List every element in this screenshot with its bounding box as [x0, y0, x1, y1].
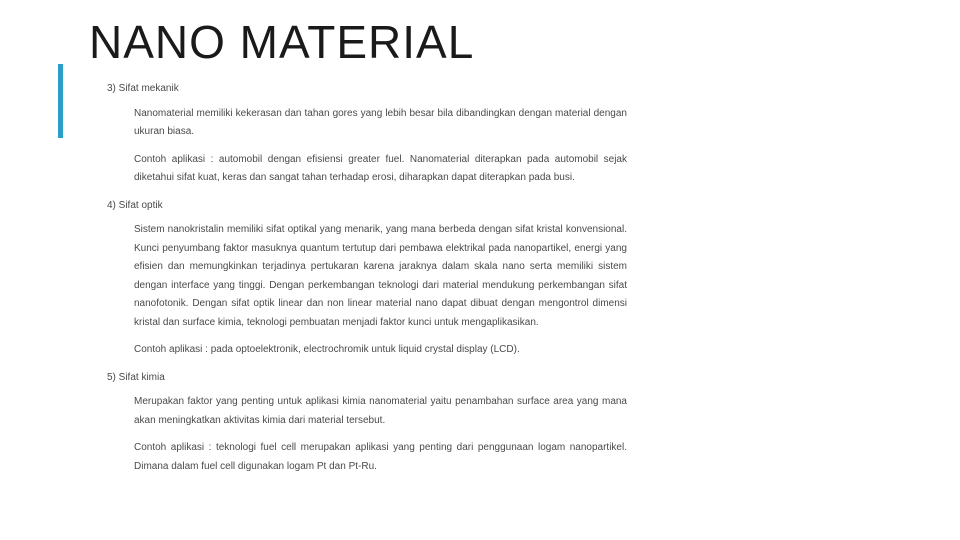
section-chemical — [107, 369, 627, 477]
section-heading: 5) Sifat kimia — [107, 371, 165, 383]
slide-title: NANO MATERIAL — [89, 16, 475, 68]
section-paragraph: Contoh aplikasi : teknologi fuel cell merupakan aplikasi yang penting dari penggunaan logam nanopartikel. Dimana dalam fuel cell digunakan logam Pt dan Pt-Ru. — [134, 442, 627, 472]
section-optical — [107, 197, 627, 360]
section-mechanical — [107, 80, 627, 188]
section-paragraph: Nanomaterial memiliki kekerasan dan tahan gores yang lebih besar bila dibandingkan dengan material dengan ukuran biasa. — [134, 107, 627, 137]
accent-bar — [58, 64, 63, 138]
section-paragraph: Merupakan faktor yang penting untuk aplikasi kimia nanomaterial yaitu penambahan surface area yang mana akan meningkatkan aktivitas kimia dari material tersebut. — [134, 396, 627, 426]
section-paragraph: Sistem nanokristalin memiliki sifat optikal yang menarik, yang mana berbeda dengan sifat kristal konvensional. Kunci penyumbang faktor masuknya quantum tertutup dari pembawa elektrikal pada nanopartikel, energi yang efisien dan memungkinkan terjadinya pertukaran karena jaraknya dalam skala nano serta memiliki sistem dengan interface yang tinggi. Dengan perkembangan teknologi dari material mendukung perkembangan sifat nanofotonik. Dengan sifat optik linear dan non linear material nano dapat dibuat dengan mengontrol dimensi kristal dan surface kimia, teknologi pembuatan menjadi faktor kunci untuk mengaplikasikan. — [134, 224, 627, 328]
section-paragraph: Contoh aplikasi : pada optoelektronik, electrochromik untuk liquid crystal display (LCD). — [134, 344, 520, 355]
section-paragraph: Contoh aplikasi : automobil dengan efisiensi greater fuel. Nanomaterial diterapkan pada automobil sejak diketahui sifat kuat, keras dan sangat tahan terhadap erosi, diharapkan dapat diterapkan pada busi. — [134, 153, 627, 183]
content-area — [107, 80, 627, 485]
section-heading: 4) Sifat optik — [107, 199, 163, 211]
section-heading: 3) Sifat mekanik — [107, 83, 179, 94]
